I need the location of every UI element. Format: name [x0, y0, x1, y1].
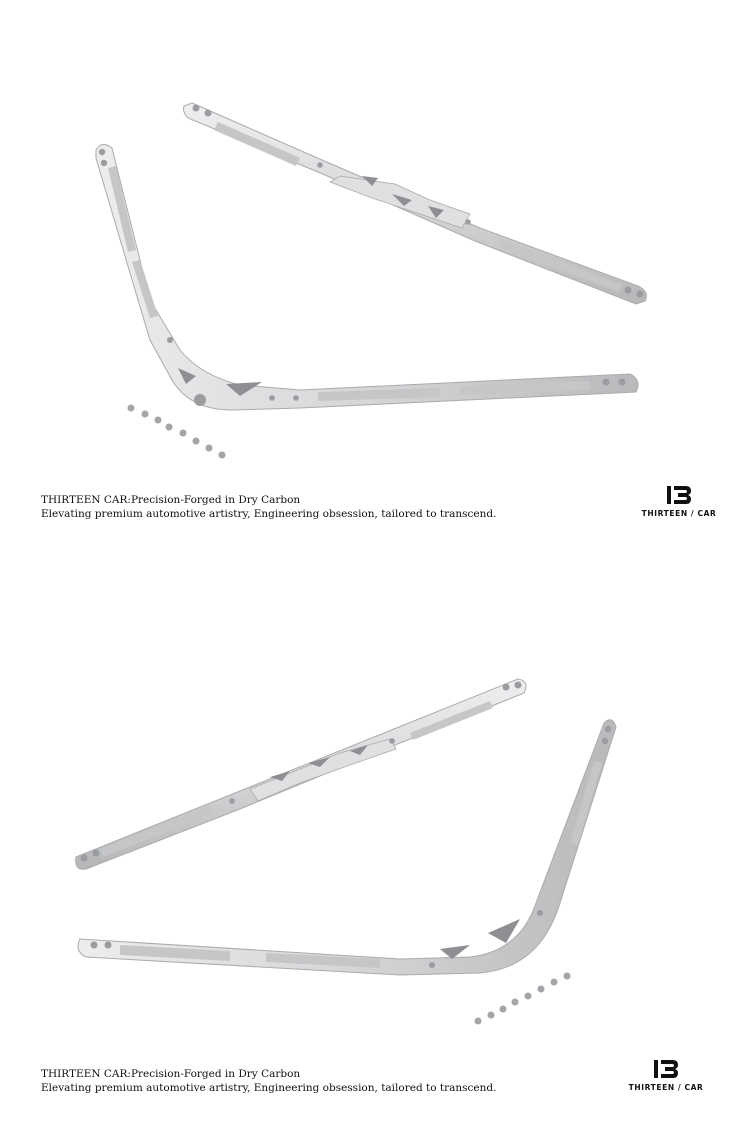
product-caption — [41, 1067, 496, 1095]
brand-logo — [634, 484, 724, 518]
caption-subtitle: Elevating premium automotive artistry, Engineering obsession, tailored to transcend. — [41, 508, 497, 520]
bolt-set — [128, 405, 226, 459]
straight-brace — [184, 103, 647, 304]
bolt-set — [475, 973, 571, 1025]
brand-logo — [621, 1058, 711, 1092]
straight-brace — [76, 679, 526, 869]
thirteen-logo-mark — [666, 484, 692, 506]
logo-wordmark: THIRTEEN / CAR — [641, 509, 717, 518]
product-panel-2 — [0, 573, 750, 1146]
thirteen-logo-mark — [653, 1058, 679, 1080]
caption-subtitle: Elevating premium automotive artistry, Engineering obsession, tailored to transcend. — [41, 1082, 497, 1094]
caption-title: THIRTEEN CAR:Precision-Forged in Dry Carbon — [41, 1068, 301, 1080]
caption-title: THIRTEEN CAR:Precision-Forged in Dry Carbon — [41, 494, 301, 506]
strut-bar-photo — [0, 0, 750, 470]
logo-wordmark: THIRTEEN / CAR — [628, 1083, 704, 1092]
strut-bar-photo — [0, 573, 750, 1043]
product-caption — [41, 493, 496, 521]
